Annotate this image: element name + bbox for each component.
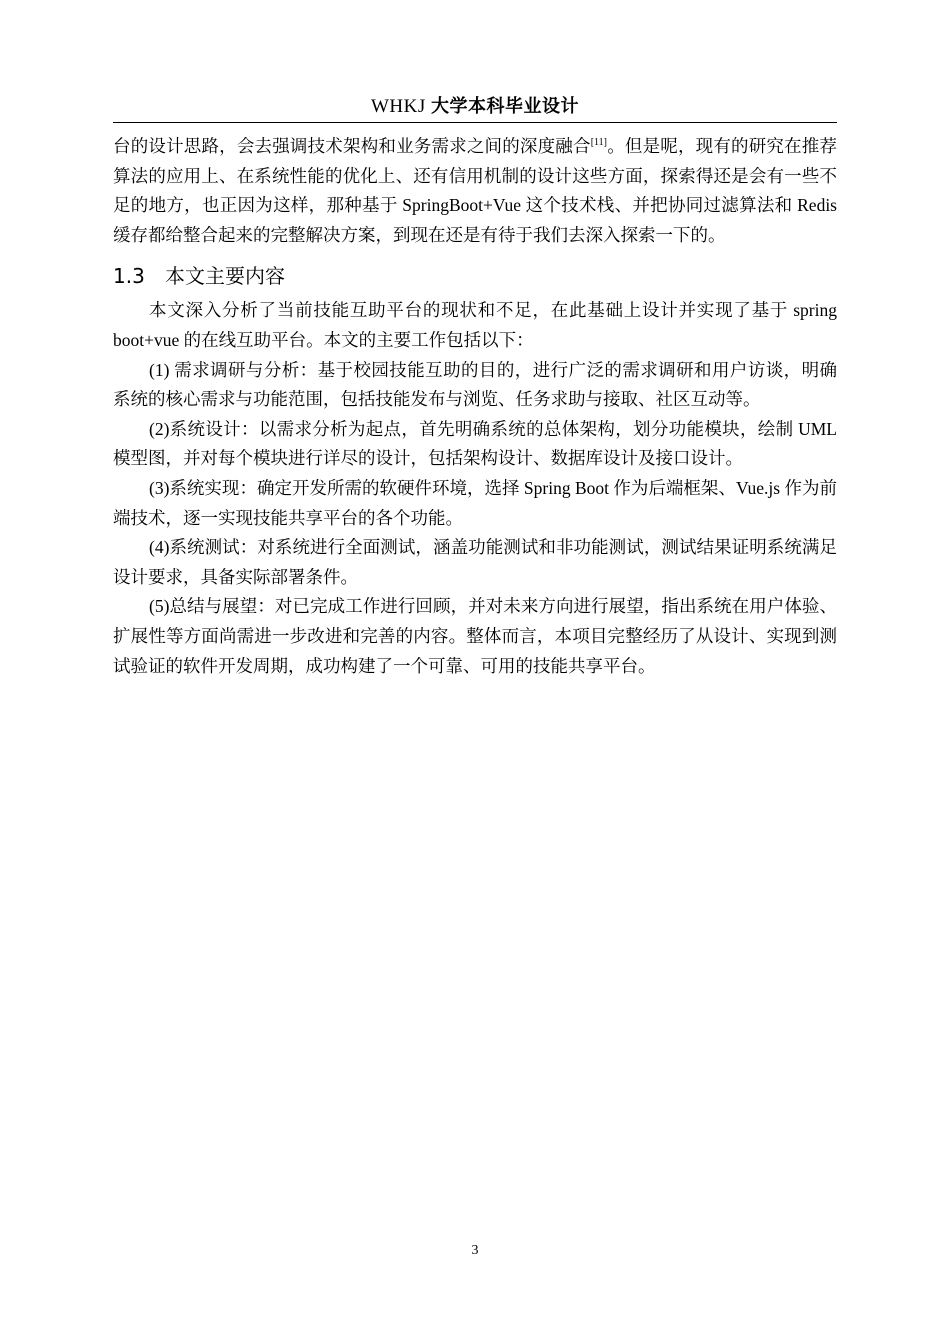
- page-header: [113, 92, 837, 123]
- page-content: [113, 132, 837, 681]
- section-number: 1.3: [113, 264, 145, 289]
- citation: [11]: [590, 137, 607, 148]
- paragraph-item-1: (1) 需求调研与分析：基于校园技能互助的目的，进行广泛的需求调研和用户访谈，明确系统的核心需求与功能范围，包括技能发布与浏览、任务求助与接取、社区互动等。: [113, 359, 837, 410]
- paragraph-item-3: (3)系统实现：确定开发所需的软硬件环境，选择 Spring Boot 作为后端框架、Vue.js 作为前端技术，逐一实现技能共享平台的各个功能。: [113, 477, 837, 528]
- header-title: 大学本科毕业设计: [431, 96, 580, 117]
- section-heading: [113, 262, 837, 290]
- paragraph-item-4: (4)系统测试：对系统进行全面测试，涵盖功能测试和非功能测试，测试结果证明系统满足设计要求，具备实际部署条件。: [113, 537, 837, 587]
- page-number: 3: [471, 1243, 479, 1258]
- paragraph-overview: 本文深入分析了当前技能互助平台的现状和不足，在此基础上设计并实现了基于 spring boot+vue 的在线互助平台。本文的主要工作包括以下：: [113, 300, 837, 350]
- section-title: 本文主要内容: [165, 264, 285, 289]
- paragraph-item-5: (5)总结与展望：对已完成工作进行回顾，并对未来方向进行展望，指出系统在用户体验、扩展性等方面尚需进一步改进和完善的内容。整体而言，本项目完整经历了从设计、实现到测试验证的软件开发周期，成功构建了一个可靠、可用的技能共享平台。: [113, 596, 837, 676]
- paragraph-item-2: (2)系统设计：以需求分析为起点，首先明确系统的总体架构，划分功能模块，绘制 UML 模型图，并对每个模块进行详尽的设计，包括架构设计、数据库设计及接口设计。: [113, 418, 837, 469]
- intro-paragraph: [113, 132, 837, 250]
- header-prefix: WHKJ: [370, 96, 432, 117]
- intro-text-continued: 。但是呢，现有的研究在推荐算法的应用上、在系统性能的优化上、还有信用机制的设计这些方面，探索得还是会有一些不足的地方，也正因为这样，那种基于 SpringBoot+Vue 这个技术栈、并把协同过滤算法和 Redis 缓存都给整合起来的完整解决方案，到现在还是有待于我们去深入探索一下的。: [113, 136, 838, 245]
- intro-text: 台的设计思路，会去强调技术架构和业务需求之间的深度融合: [113, 136, 591, 156]
